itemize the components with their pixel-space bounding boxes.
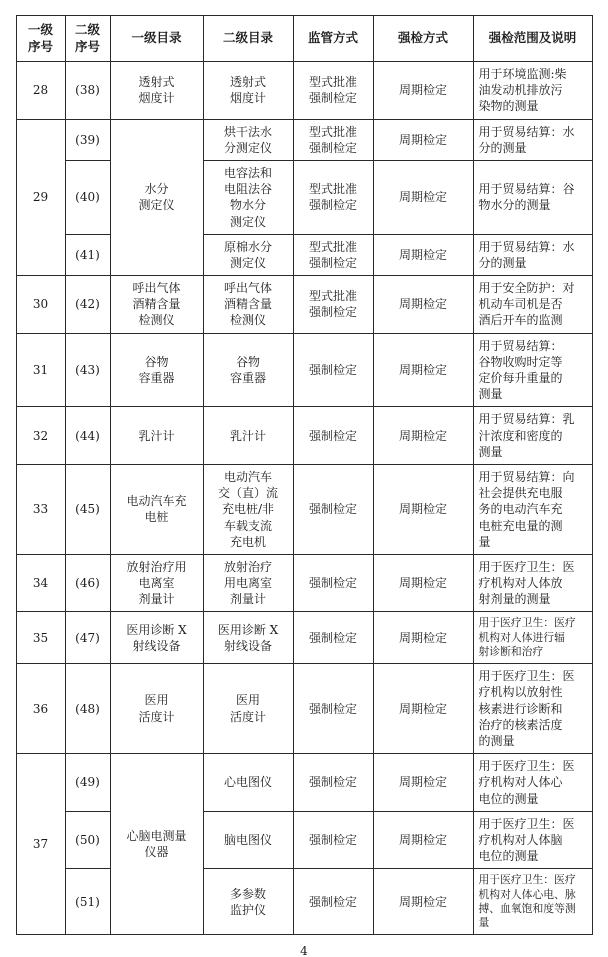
table-row: [16, 160, 592, 234]
table-cell: 35: [16, 612, 65, 664]
table-cell: 呼出气体 酒精含量 检测仪: [203, 276, 293, 334]
table-cell: 周期检定: [373, 62, 473, 120]
scope-description-cell: 用于医疗卫生：医 疗机构对人体放 射剂量的测量: [473, 554, 592, 612]
table-cell: 型式批准 强制检定: [293, 276, 373, 334]
scope-description-cell: 用于医疗卫生：医 疗机构以放射性 核素进行诊断和 治疗的核素活度 的测量: [473, 664, 592, 754]
scope-description-cell: 用于医疗卫生：医疗 机构对人体心电、脉 搏、血氧饱和度等测 量: [473, 869, 592, 935]
table-cell: 31: [16, 333, 65, 407]
table-cell: (48): [65, 664, 110, 754]
table-cell: 电动汽车充 电桩: [110, 464, 203, 554]
table-cell: (42): [65, 276, 110, 334]
table-cell: 电动汽车 交（直）流 充电桩/非 车载支流 充电机: [203, 464, 293, 554]
table-cell: 周期检定: [373, 464, 473, 554]
table-cell: 30: [16, 276, 65, 334]
table-cell: 强制检定: [293, 612, 373, 664]
table-row: [16, 464, 592, 554]
table-cell: (45): [65, 464, 110, 554]
table-cell: 型式批准 强制检定: [293, 119, 373, 160]
catalog-table-body: [16, 62, 592, 935]
table-cell: 原棉水分 测定仪: [203, 234, 293, 275]
table-row: [16, 276, 592, 334]
table-cell: (38): [65, 62, 110, 120]
scope-description-cell: 用于贸易结算： 谷物收购时定等 定价每升重量的 测量: [473, 333, 592, 407]
table-cell: 放射治疗 用电离室 剂量计: [203, 554, 293, 612]
scope-description-cell: 用于贸易结算：乳 汁浓度和密度的 测量: [473, 407, 592, 465]
table-header-cell: 二级目录: [203, 16, 293, 62]
table-cell: 周期检定: [373, 869, 473, 935]
table-header-cell: 监管方式: [293, 16, 373, 62]
table-row: [16, 811, 592, 869]
scope-description-cell: 用于贸易结算：谷 物水分的测量: [473, 160, 592, 234]
table-cell: 强制检定: [293, 664, 373, 754]
table-row: [16, 664, 592, 754]
catalog-table-head: [16, 16, 592, 62]
table-cell: 周期检定: [373, 119, 473, 160]
table-cell: 型式批准 强制检定: [293, 234, 373, 275]
table-row: [16, 119, 592, 160]
table-cell: (51): [65, 869, 110, 935]
scope-description-cell: 用于医疗卫生：医 疗机构对人体心 电位的测量: [473, 754, 592, 812]
table-cell: 周期检定: [373, 160, 473, 234]
table-cell: 28: [16, 62, 65, 120]
catalog-table: [16, 15, 593, 935]
table-header-row: [16, 16, 592, 62]
table-header-cell: 强检范围及说明: [473, 16, 592, 62]
table-cell: 型式批准 强制检定: [293, 160, 373, 234]
table-row: [16, 234, 592, 275]
table-cell: 多参数 监护仪: [203, 869, 293, 935]
table-cell: 强制检定: [293, 464, 373, 554]
table-cell: 医用 活度计: [203, 664, 293, 754]
table-cell: 周期检定: [373, 664, 473, 754]
table-cell: 周期检定: [373, 754, 473, 812]
table-header-cell: 二级 序号: [65, 16, 110, 62]
table-header-cell: 一级目录: [110, 16, 203, 62]
table-header-cell: 强检方式: [373, 16, 473, 62]
table-cell: 医用诊断 X 射线设备: [203, 612, 293, 664]
table-cell: 周期检定: [373, 612, 473, 664]
table-cell: (50): [65, 811, 110, 869]
table-cell: 乳汁计: [110, 407, 203, 465]
table-cell: 谷物 容重器: [110, 333, 203, 407]
table-cell: (46): [65, 554, 110, 612]
scope-description-cell: 用于医疗卫生：医 疗机构对人体脑 电位的测量: [473, 811, 592, 869]
table-cell: 周期检定: [373, 234, 473, 275]
page-number: 4: [300, 944, 308, 957]
table-cell: 放射治疗用 电离室 剂量计: [110, 554, 203, 612]
table-cell: 乳汁计: [203, 407, 293, 465]
table-cell: (41): [65, 234, 110, 275]
table-cell: 周期检定: [373, 333, 473, 407]
scope-description-cell: 用于贸易结算：水 分的测量: [473, 234, 592, 275]
table-cell: 型式批准 强制检定: [293, 62, 373, 120]
table-cell: 医用诊断 X 射线设备: [110, 612, 203, 664]
table-cell: 电容法和 电阻法谷 物水分 测定仪: [203, 160, 293, 234]
table-cell: 心电图仪: [203, 754, 293, 812]
table-cell: 周期检定: [373, 554, 473, 612]
table-cell: (44): [65, 407, 110, 465]
table-cell: 透射式 烟度计: [203, 62, 293, 120]
table-cell: (49): [65, 754, 110, 812]
table-cell: (39): [65, 119, 110, 160]
table-cell: (47): [65, 612, 110, 664]
table-cell: (43): [65, 333, 110, 407]
table-cell: 心脑电测量 仪器: [110, 754, 203, 935]
table-cell: 强制检定: [293, 754, 373, 812]
table-row: [16, 62, 592, 120]
table-cell: 强制检定: [293, 554, 373, 612]
table-row: [16, 554, 592, 612]
table-cell: (40): [65, 160, 110, 234]
table-cell: 烘干法水 分测定仪: [203, 119, 293, 160]
table-cell: 33: [16, 464, 65, 554]
table-row: [16, 869, 592, 935]
scope-description-cell: 用于环境监测:柴 油发动机排放污 染物的测量: [473, 62, 592, 120]
table-cell: 强制检定: [293, 811, 373, 869]
table-cell: 脑电图仪: [203, 811, 293, 869]
table-row: [16, 754, 592, 812]
scope-description-cell: 用于医疗卫生：医疗 机构对人体进行辐 射诊断和治疗: [473, 612, 592, 664]
table-cell: 周期检定: [373, 276, 473, 334]
table-cell: 周期检定: [373, 811, 473, 869]
table-cell: 37: [16, 754, 65, 935]
table-header-cell: 一级 序号: [16, 16, 65, 62]
table-cell: 呼出气体 酒精含量 检测仪: [110, 276, 203, 334]
table-cell: 透射式 烟度计: [110, 62, 203, 120]
table-row: [16, 333, 592, 407]
table-cell: 29: [16, 119, 65, 276]
scope-description-cell: 用于贸易结算：水 分的测量: [473, 119, 592, 160]
table-cell: 32: [16, 407, 65, 465]
table-cell: 医用 活度计: [110, 664, 203, 754]
scope-description-cell: 用于安全防护：对 机动车司机是否 酒后开车的监测: [473, 276, 592, 334]
table-cell: 水分 测定仪: [110, 119, 203, 276]
table-row: [16, 612, 592, 664]
table-cell: 强制检定: [293, 407, 373, 465]
table-cell: 34: [16, 554, 65, 612]
table-cell: 强制检定: [293, 333, 373, 407]
table-cell: 强制检定: [293, 869, 373, 935]
table-cell: 谷物 容重器: [203, 333, 293, 407]
table-cell: 周期检定: [373, 407, 473, 465]
table-row: [16, 407, 592, 465]
table-cell: 36: [16, 664, 65, 754]
scope-description-cell: 用于贸易结算：向 社会提供充电服 务的电动汽车充 电桩充电量的测 量: [473, 464, 592, 554]
